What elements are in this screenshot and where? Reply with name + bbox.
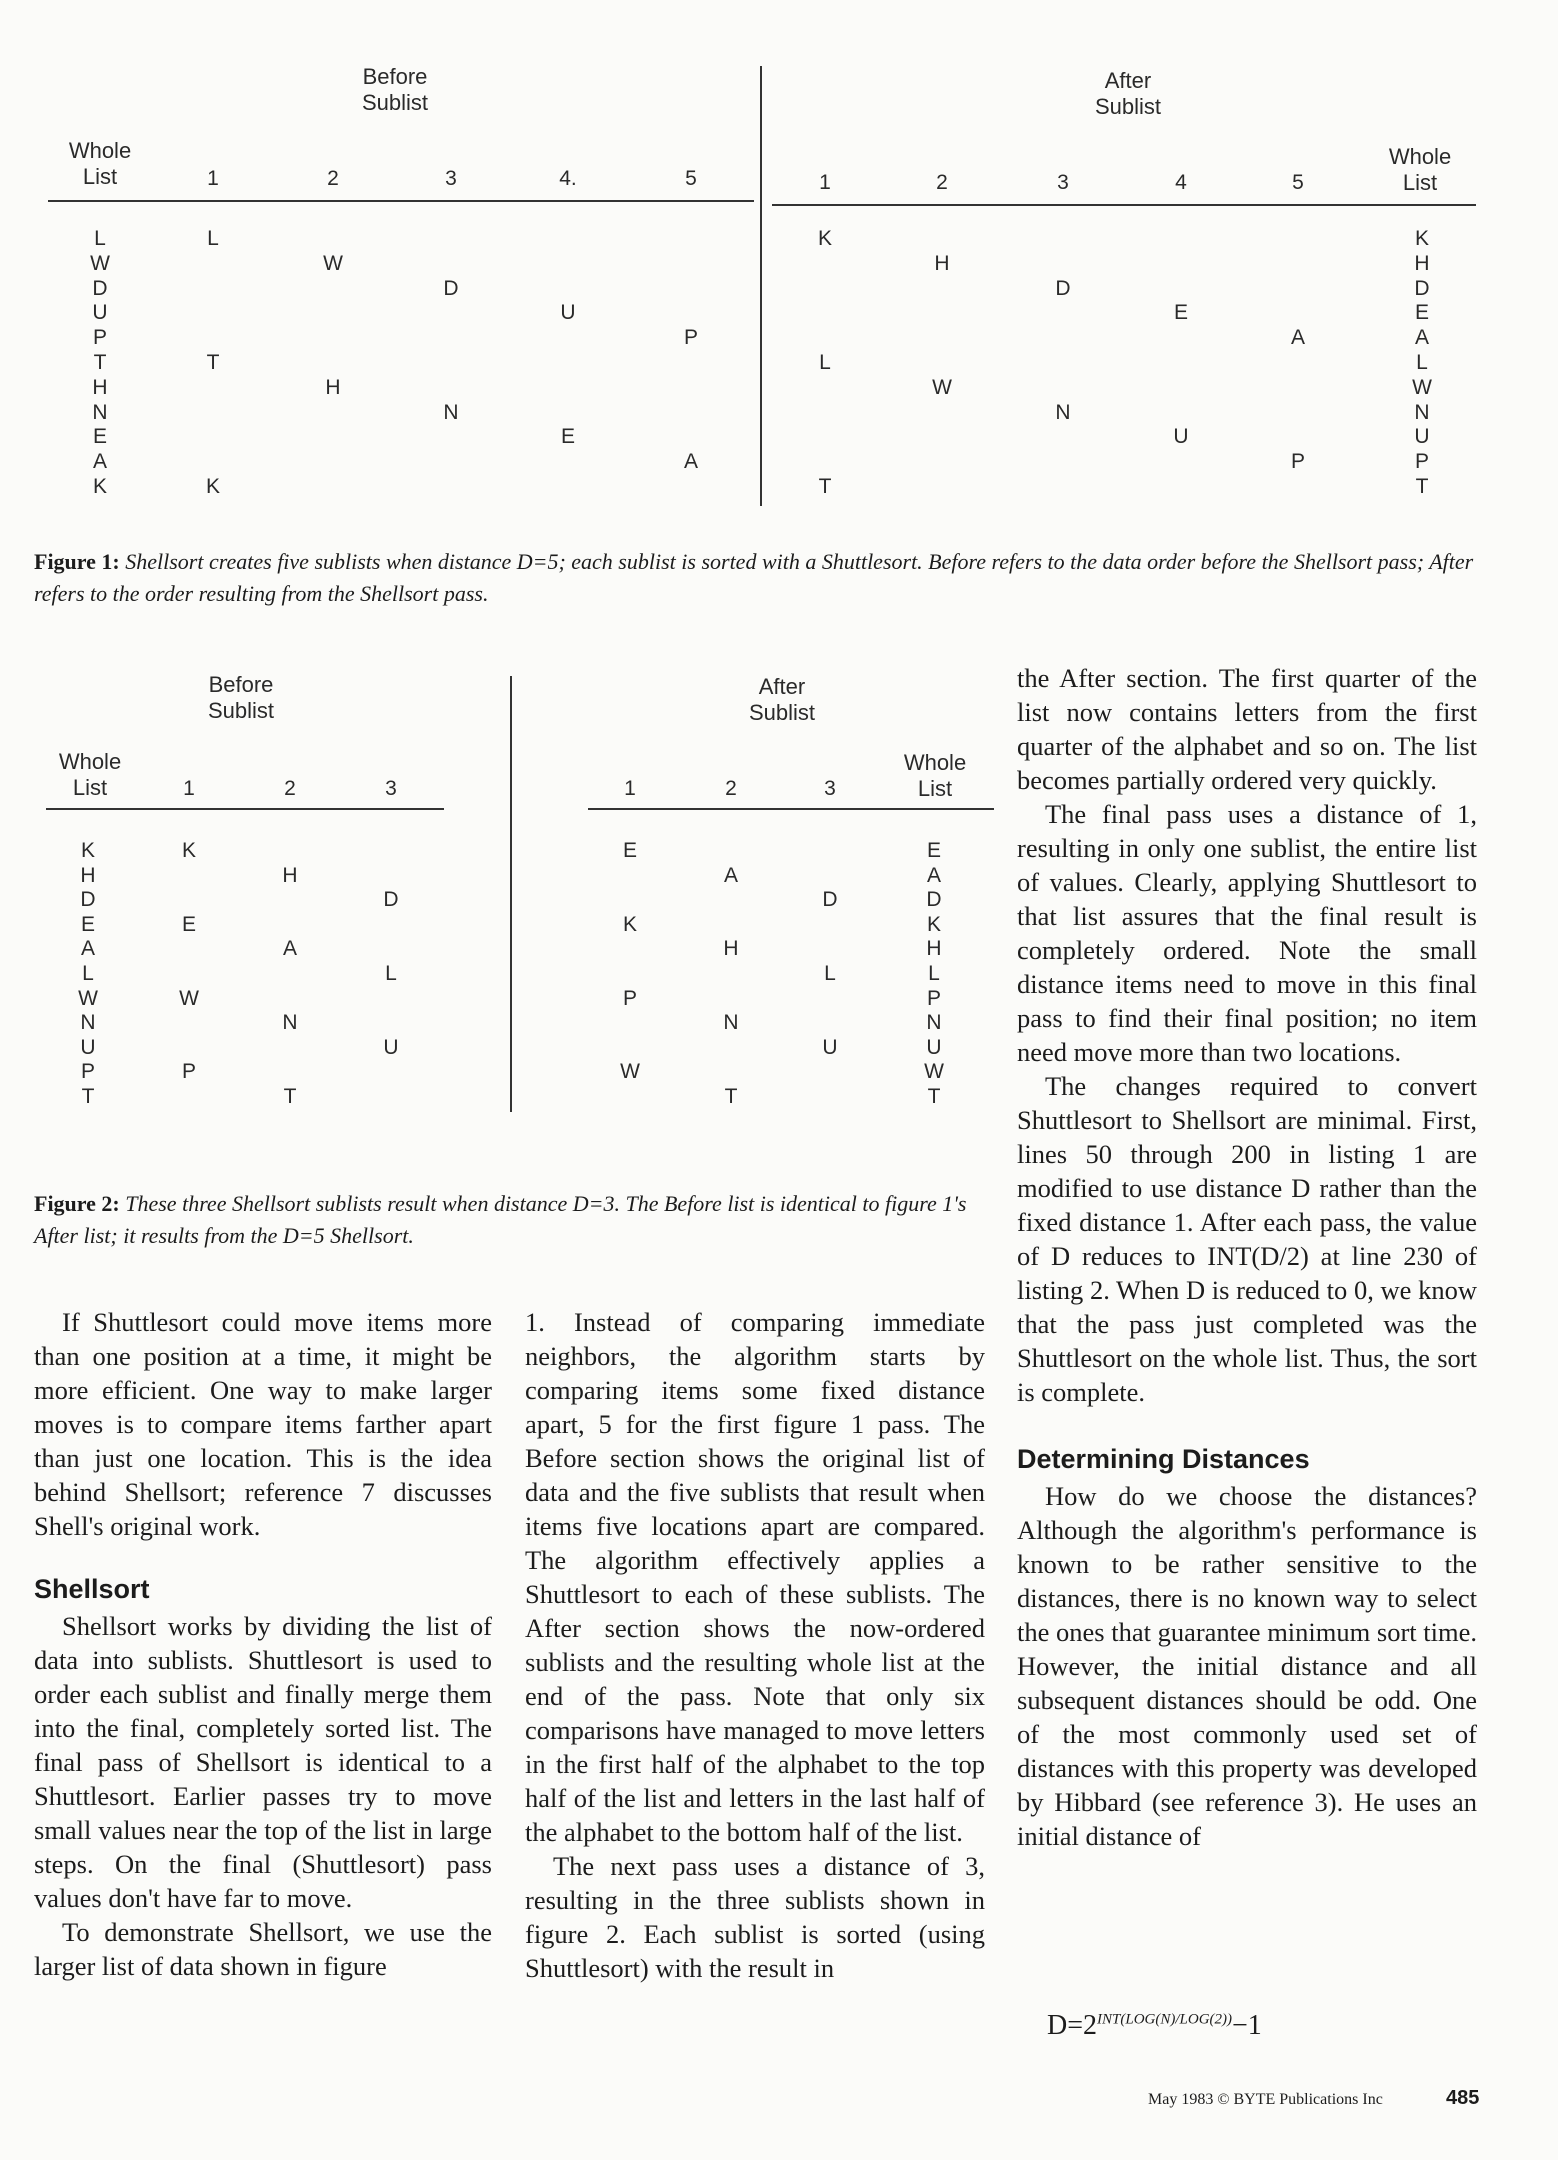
column-number: 1 bbox=[183, 777, 195, 800]
whole-list-letter: T bbox=[81, 1085, 95, 1108]
fig1-whole-list-label-before: Whole List bbox=[68, 138, 132, 189]
column-number: 5 bbox=[685, 167, 697, 190]
whole-list-letter: L bbox=[82, 962, 94, 985]
sublist-letter: E bbox=[560, 425, 576, 449]
fig1-caption-text: Shellsort creates five sublists when distance D=5; each sublist is sorted with a Shuttlesort. Before refers to the data order before the Shellsort pass; After refers to the order resulting from the Shellsort pass. bbox=[34, 549, 1474, 606]
whole-list-letter: L bbox=[928, 962, 940, 985]
whole-list-letter: H bbox=[1414, 251, 1430, 275]
column-number: 2 bbox=[284, 777, 296, 800]
sublist-letter: U bbox=[822, 1035, 838, 1059]
sublist-letter: T bbox=[724, 1085, 738, 1108]
sublist-letter: H bbox=[723, 937, 739, 961]
whole-list-letter: W bbox=[90, 251, 110, 275]
right-para-2: The final pass uses a distance of 1, resulting in only one sublist, the entire list of values. Clearly, applying Shuttlesort to that list assures that the final result is completely ordered. Note the small distance items need to move in this final pass to find their final position; no item need move more than two locations. bbox=[1017, 799, 1477, 1067]
whole-list-letter: P bbox=[80, 1060, 96, 1084]
column-number: 1 bbox=[207, 167, 219, 190]
whole-list-letter: D bbox=[80, 888, 96, 912]
sublist-letter: A bbox=[282, 937, 298, 961]
sublist-letter: T bbox=[818, 475, 832, 498]
sublist-letter: P bbox=[622, 986, 638, 1010]
sublist-letter: H bbox=[282, 863, 298, 887]
sublist-letter: K bbox=[181, 839, 197, 862]
left-para-1: If Shuttlesort could move items more than one position at a time, it might be more efficient. One way to make larger moves is to compare items farther apart than just one location. This is the idea behind Shellsort; reference 7 discusses Shell's original work. bbox=[34, 1307, 492, 1541]
sublist-letter: W bbox=[179, 986, 199, 1010]
sublist-letter: W bbox=[323, 251, 343, 275]
column-number: 3 bbox=[1057, 171, 1069, 194]
whole-list-letter: E bbox=[1414, 301, 1430, 325]
sublist-letter: D bbox=[383, 888, 399, 912]
fig2-caption-text: These three Shellsort sublists result when distance D=3. The Before list is identical to figure 1's After list; it results from the D=5 Shellsort. bbox=[34, 1191, 967, 1248]
sublist-letter: U bbox=[383, 1035, 399, 1059]
whole-list-letter: N bbox=[92, 400, 108, 424]
middle-para-1: 1. Instead of comparing immediate neighbors, the algorithm starts by comparing items some fixed distance apart, 5 for the first figure 1 pass. The Before section shows the original list of data and the five sublists that result when items five locations apart are compared. The algorithm effectively applies a Shuttlesort to each of these sublists. The After section shows the now-ordered sublists and the resulting whole list at the end of the pass. Note that only six comparisons have managed to move letters in the first half of the alphabet to the top half of the list and letters in the last half of the alphabet to the bottom half of the list. bbox=[525, 1307, 985, 1847]
whole-list-letter: U bbox=[92, 301, 108, 325]
right-para-3: The changes required to convert Shuttlesort to Shellsort are minimal. First, lines 50 through 200 in listing 1 are modified to use distance D rather than the fixed distance 1. After each pass, the value of D reduces to INT(D/2) at line 230 of listing 2. When D is reduced to 0, we know that the pass just completed was the Shuttlesort on the whole list. Thus, the sort is complete. bbox=[1017, 1071, 1477, 1407]
sublist-letter: E bbox=[181, 912, 197, 936]
left-para-2: Shellsort works by dividing the list of data into sublists. Shuttlesort is used to order each sublist and finally merge them into the final, completely sorted list. The final pass of Shellsort is identical to a Shuttlesort. Earlier passes try to move small values near the top of the list in large steps. On the final (Shuttlesort) pass values don't have far to move. bbox=[34, 1611, 492, 1913]
whole-list-letter: T bbox=[1415, 475, 1429, 498]
fig2-after-rule bbox=[588, 808, 994, 810]
whole-list-letter: E bbox=[92, 425, 108, 449]
whole-list-letter: N bbox=[1414, 400, 1430, 424]
right-column bbox=[1017, 661, 1477, 1853]
whole-list-letter: L bbox=[94, 227, 106, 250]
fig1-after-rule bbox=[772, 204, 1476, 206]
column-number: 3 bbox=[824, 777, 836, 800]
sublist-letter: N bbox=[723, 1011, 739, 1035]
whole-list-letter: W bbox=[924, 1060, 944, 1084]
sublist-letter: K bbox=[205, 475, 221, 498]
figure-2-caption bbox=[34, 1188, 994, 1252]
fig1-before-label: Before Sublist bbox=[361, 64, 429, 115]
fig1-whole-list-label-after: Whole List bbox=[1388, 144, 1452, 195]
formula-rhs: −1 bbox=[1232, 2010, 1262, 2041]
whole-list-letter: A bbox=[80, 937, 96, 961]
column-number: 4 bbox=[1175, 171, 1187, 194]
sublist-letter: D bbox=[822, 888, 838, 912]
whole-list-letter: L bbox=[1416, 351, 1428, 374]
column-number: 2 bbox=[936, 171, 948, 194]
whole-list-letter: D bbox=[92, 276, 108, 300]
whole-list-letter: A bbox=[926, 863, 942, 887]
shellsort-heading: Shellsort bbox=[34, 1574, 150, 1604]
right-para-4: How do we choose the distances? Although the algorithm's performance is known to be rather sensitive to the distances, there is no known way to select the ones that guarantee minimum sort time. However, the initial distance and all subsequent distances should be odd. One of the most commonly used set of distances with this property was developed by Hibbard (see reference 3). He uses an initial distance of bbox=[1017, 1481, 1477, 1851]
sublist-letter: L bbox=[385, 962, 397, 985]
sublist-letter: D bbox=[1055, 276, 1071, 300]
fig1-after-label: After Sublist bbox=[1094, 68, 1162, 119]
whole-list-letter: D bbox=[1414, 276, 1430, 300]
whole-list-letter: P bbox=[926, 986, 942, 1010]
column-number: 1 bbox=[819, 171, 831, 194]
sublist-letter: L bbox=[207, 227, 219, 250]
sublist-letter: N bbox=[443, 400, 459, 424]
column-number: 2 bbox=[327, 167, 339, 190]
sublist-letter: W bbox=[620, 1060, 640, 1084]
sublist-letter: P bbox=[1290, 450, 1306, 474]
left-column bbox=[34, 1305, 492, 1983]
whole-list-letter: H bbox=[80, 863, 96, 887]
left-para-3: To demonstrate Shellsort, we use the larger list of data shown in figure bbox=[34, 1917, 492, 1981]
whole-list-letter: T bbox=[927, 1085, 941, 1108]
whole-list-letter: U bbox=[926, 1035, 942, 1059]
whole-list-letter: E bbox=[80, 912, 96, 936]
whole-list-letter: U bbox=[1414, 425, 1430, 449]
fig2-divider bbox=[510, 676, 512, 1112]
middle-column bbox=[525, 1305, 985, 1985]
whole-list-letter: P bbox=[92, 326, 108, 350]
sublist-letter: L bbox=[819, 351, 831, 374]
sublist-letter: T bbox=[283, 1085, 297, 1108]
fig2-whole-list-label-before: Whole List bbox=[58, 749, 122, 800]
sublist-letter: H bbox=[934, 251, 950, 275]
whole-list-letter: P bbox=[1414, 450, 1430, 474]
footer-credit: May 1983 © BYTE Publications Inc bbox=[1148, 2091, 1383, 2108]
fig1-caption-label: Figure 1: bbox=[34, 549, 120, 574]
whole-list-letter: U bbox=[80, 1035, 96, 1059]
column-number: 3 bbox=[445, 167, 457, 190]
sublist-letter: A bbox=[723, 863, 739, 887]
whole-list-letter: A bbox=[1414, 326, 1430, 350]
whole-list-letter: H bbox=[92, 375, 108, 399]
fig2-before-rule bbox=[46, 808, 444, 810]
page-number: 485 bbox=[1446, 2087, 1480, 2109]
sublist-letter: H bbox=[325, 375, 341, 399]
whole-list-letter: A bbox=[92, 450, 108, 474]
formula-lhs: D=2 bbox=[1047, 2010, 1098, 2041]
sublist-letter: E bbox=[1173, 301, 1189, 325]
sublist-letter: A bbox=[683, 450, 699, 474]
sublist-letter: N bbox=[282, 1011, 298, 1035]
sublist-letter: U bbox=[1173, 425, 1189, 449]
whole-list-letter: N bbox=[80, 1011, 96, 1035]
sublist-letter: K bbox=[622, 912, 638, 936]
sublist-letter: W bbox=[932, 375, 952, 399]
middle-para-2: The next pass uses a distance of 3, resulting in the three sublists shown in figure 2. Each sublist is sorted (using Shuttlesort) with the result in bbox=[525, 1851, 985, 1983]
fig2-after-label: After Sublist bbox=[748, 674, 816, 725]
sublist-letter: E bbox=[622, 839, 638, 862]
sublist-letter: A bbox=[1290, 326, 1306, 350]
fig1-before-rule bbox=[48, 200, 754, 202]
sublist-letter: L bbox=[824, 962, 836, 985]
fig2-whole-list-label-after: Whole List bbox=[903, 750, 967, 801]
column-number: 4. bbox=[559, 167, 577, 190]
column-number: 2 bbox=[725, 777, 737, 800]
whole-list-letter: K bbox=[92, 475, 108, 498]
right-para-1: the After section. The first quarter of the list now contains letters from the first quarter of the alphabet and so on. The list becomes partially ordered very quickly. bbox=[1017, 663, 1477, 795]
whole-list-letter: W bbox=[1412, 375, 1432, 399]
whole-list-letter: H bbox=[926, 937, 942, 961]
whole-list-letter: D bbox=[926, 888, 942, 912]
sublist-letter: D bbox=[443, 276, 459, 300]
whole-list-letter: K bbox=[926, 912, 942, 936]
sublist-letter: U bbox=[560, 301, 576, 325]
column-number: 5 bbox=[1292, 171, 1304, 194]
formula-exponent: INT(LOG(N)/LOG(2)) bbox=[1097, 2011, 1233, 2028]
fig1-divider bbox=[760, 66, 762, 506]
fig2-before-label: Before Sublist bbox=[207, 672, 275, 723]
sublist-letter: N bbox=[1055, 400, 1071, 424]
sublist-letter: P bbox=[181, 1060, 197, 1084]
hibbard-formula bbox=[1047, 2010, 1262, 2042]
sublist-letter: T bbox=[206, 351, 220, 374]
sublist-letter: P bbox=[683, 326, 699, 350]
whole-list-letter: T bbox=[93, 351, 107, 374]
column-number: 3 bbox=[385, 777, 397, 800]
whole-list-letter: K bbox=[1414, 227, 1430, 250]
figure-1-caption bbox=[34, 546, 1486, 610]
whole-list-letter: E bbox=[926, 839, 942, 862]
column-number: 1 bbox=[624, 777, 636, 800]
sublist-letter: K bbox=[817, 227, 833, 250]
fig2-caption-label: Figure 2: bbox=[34, 1191, 120, 1216]
whole-list-letter: K bbox=[80, 839, 96, 862]
whole-list-letter: W bbox=[78, 986, 98, 1010]
whole-list-letter: N bbox=[926, 1011, 942, 1035]
determining-distances-heading: Determining Distances bbox=[1017, 1444, 1310, 1474]
